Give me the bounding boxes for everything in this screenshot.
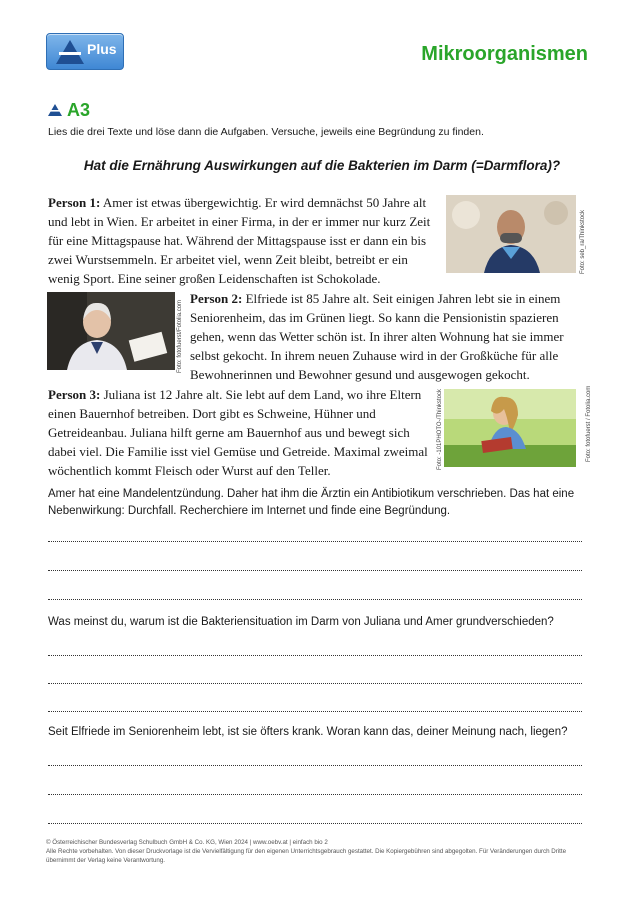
person-3-photo-credit: Foto: -101PHOTO-/Thinkstock: [437, 389, 443, 470]
task-instruction: Lies die drei Texte und löse dann die Aufgaben. Versuche, jeweils eine Begründung zu finden.: [48, 126, 484, 138]
plus-logo: [46, 33, 124, 70]
person-1-description: Amer ist etwas übergewichtig. Er wird demnächst 50 Jahre alt und lebt in Wien. Er arbeitet in einer Firma, in der er immer nur kurz Zeit für eine Mittagspause hat. Während der Mittagspause isst er dann ein bis zwei Wurstsemmeln. Er arbeitet viel, wenn Zeit bleibt, betreibt er ein wenig Sport. Eine seiner großen Leidenschaften ist Schokolade.: [48, 195, 431, 286]
person-1-text: [48, 193, 434, 288]
person-2-photo: [47, 292, 175, 370]
person-2-description: Elfriede ist 85 Jahre alt. Seit einigen Jahren lebt sie in einem Seniorenheim, das im Grünen liegt. So kann die Pensionistin spazieren gehen, wenn das Wetter schön ist. In ihrer alten Wohnung hat sie immer selbst gekocht. In ihrem neuen Zuhause wird in der Großküche für alle Bewohnerinnen und Bewohner gesund und ausgewogen gekocht.: [190, 291, 564, 382]
person-2-text: [190, 289, 570, 384]
question-2: Was meinst du, warum ist die Bakteriensituation im Darm von Juliana und Amer grundverschieden?: [48, 616, 554, 628]
answer-line[interactable]: [48, 570, 582, 571]
answer-line[interactable]: [48, 655, 582, 656]
person-3-photo-credit-2: Foto: fotofuerst / Fotolia.com: [586, 385, 592, 462]
footer-copyright: © Österreichischer Bundesverlag Schulbuch GmbH & Co. KG, Wien 2024 | www.oebv.at | einfach bio 2: [46, 839, 328, 846]
answer-line[interactable]: [48, 541, 582, 542]
task-label: A3: [67, 100, 91, 120]
question-1: Amer hat eine Mandelentzündung. Daher hat ihm die Ärztin ein Antibiotikum verschrieben. Das hat eine Nebenwirkung: Durchfall. Recherchiere im Internet und finde eine Begründung.: [48, 488, 575, 517]
page-title: Mikroorganismen: [421, 43, 588, 65]
task-triangle-icon: [48, 104, 62, 116]
footer: [46, 838, 586, 865]
footer-rights: Alle Rechte vorbehalten. Von dieser Druckvorlage ist die Vervielfältigung für den eigenen Unterrichtsgebrauch gestattet. Die Kopiergebühren sind abgegolten. Für Veränderungen durch Dritte übernimmt der Verlag keine Verantwortung.: [46, 848, 567, 864]
answer-line[interactable]: [48, 683, 582, 684]
answer-line[interactable]: [48, 765, 582, 766]
person-3-text: [48, 385, 434, 480]
task-subtitle: Hat die Ernährung Auswirkungen auf die Bakterien im Darm (=Darmflora)?: [83, 158, 561, 173]
person-3-description: Juliana ist 12 Jahre alt. Sie lebt auf dem Land, wo ihre Eltern einen Bauernhof betreiben. Dort gibt es Schweine, Hühner und Getreideanbau. Juliana hilft gerne am Bauernhof aus und bewegt sich dabei viel. Die Familie isst viel Gemüse und Getreide. Maximal zweimal wöchentlich kommt Fleisch oder Wurst auf den Teller.: [48, 387, 428, 478]
person-2-label: Person 2:: [190, 291, 243, 306]
answer-line[interactable]: [48, 599, 582, 600]
person-1-photo: [446, 195, 576, 273]
person-3-label: Person 3:: [48, 387, 101, 402]
person-1-label: Person 1:: [48, 195, 101, 210]
answer-line[interactable]: [48, 711, 582, 712]
triangle-logo-icon: [55, 39, 85, 65]
answer-line[interactable]: [48, 794, 582, 795]
person-3-photo: [444, 389, 576, 467]
question-3: Seit Elfriede im Seniorenheim lebt, ist sie öfters krank. Woran kann das, deiner Meinung nach, liegen?: [48, 726, 568, 738]
person-1-photo-credit: Foto: seb_ra/Thinkstock: [580, 209, 586, 274]
answer-line[interactable]: [48, 823, 582, 824]
logo-text: Plus: [87, 41, 117, 57]
person-2-photo-credit: Foto: fotofuerst/Fotolia.com: [177, 299, 183, 373]
